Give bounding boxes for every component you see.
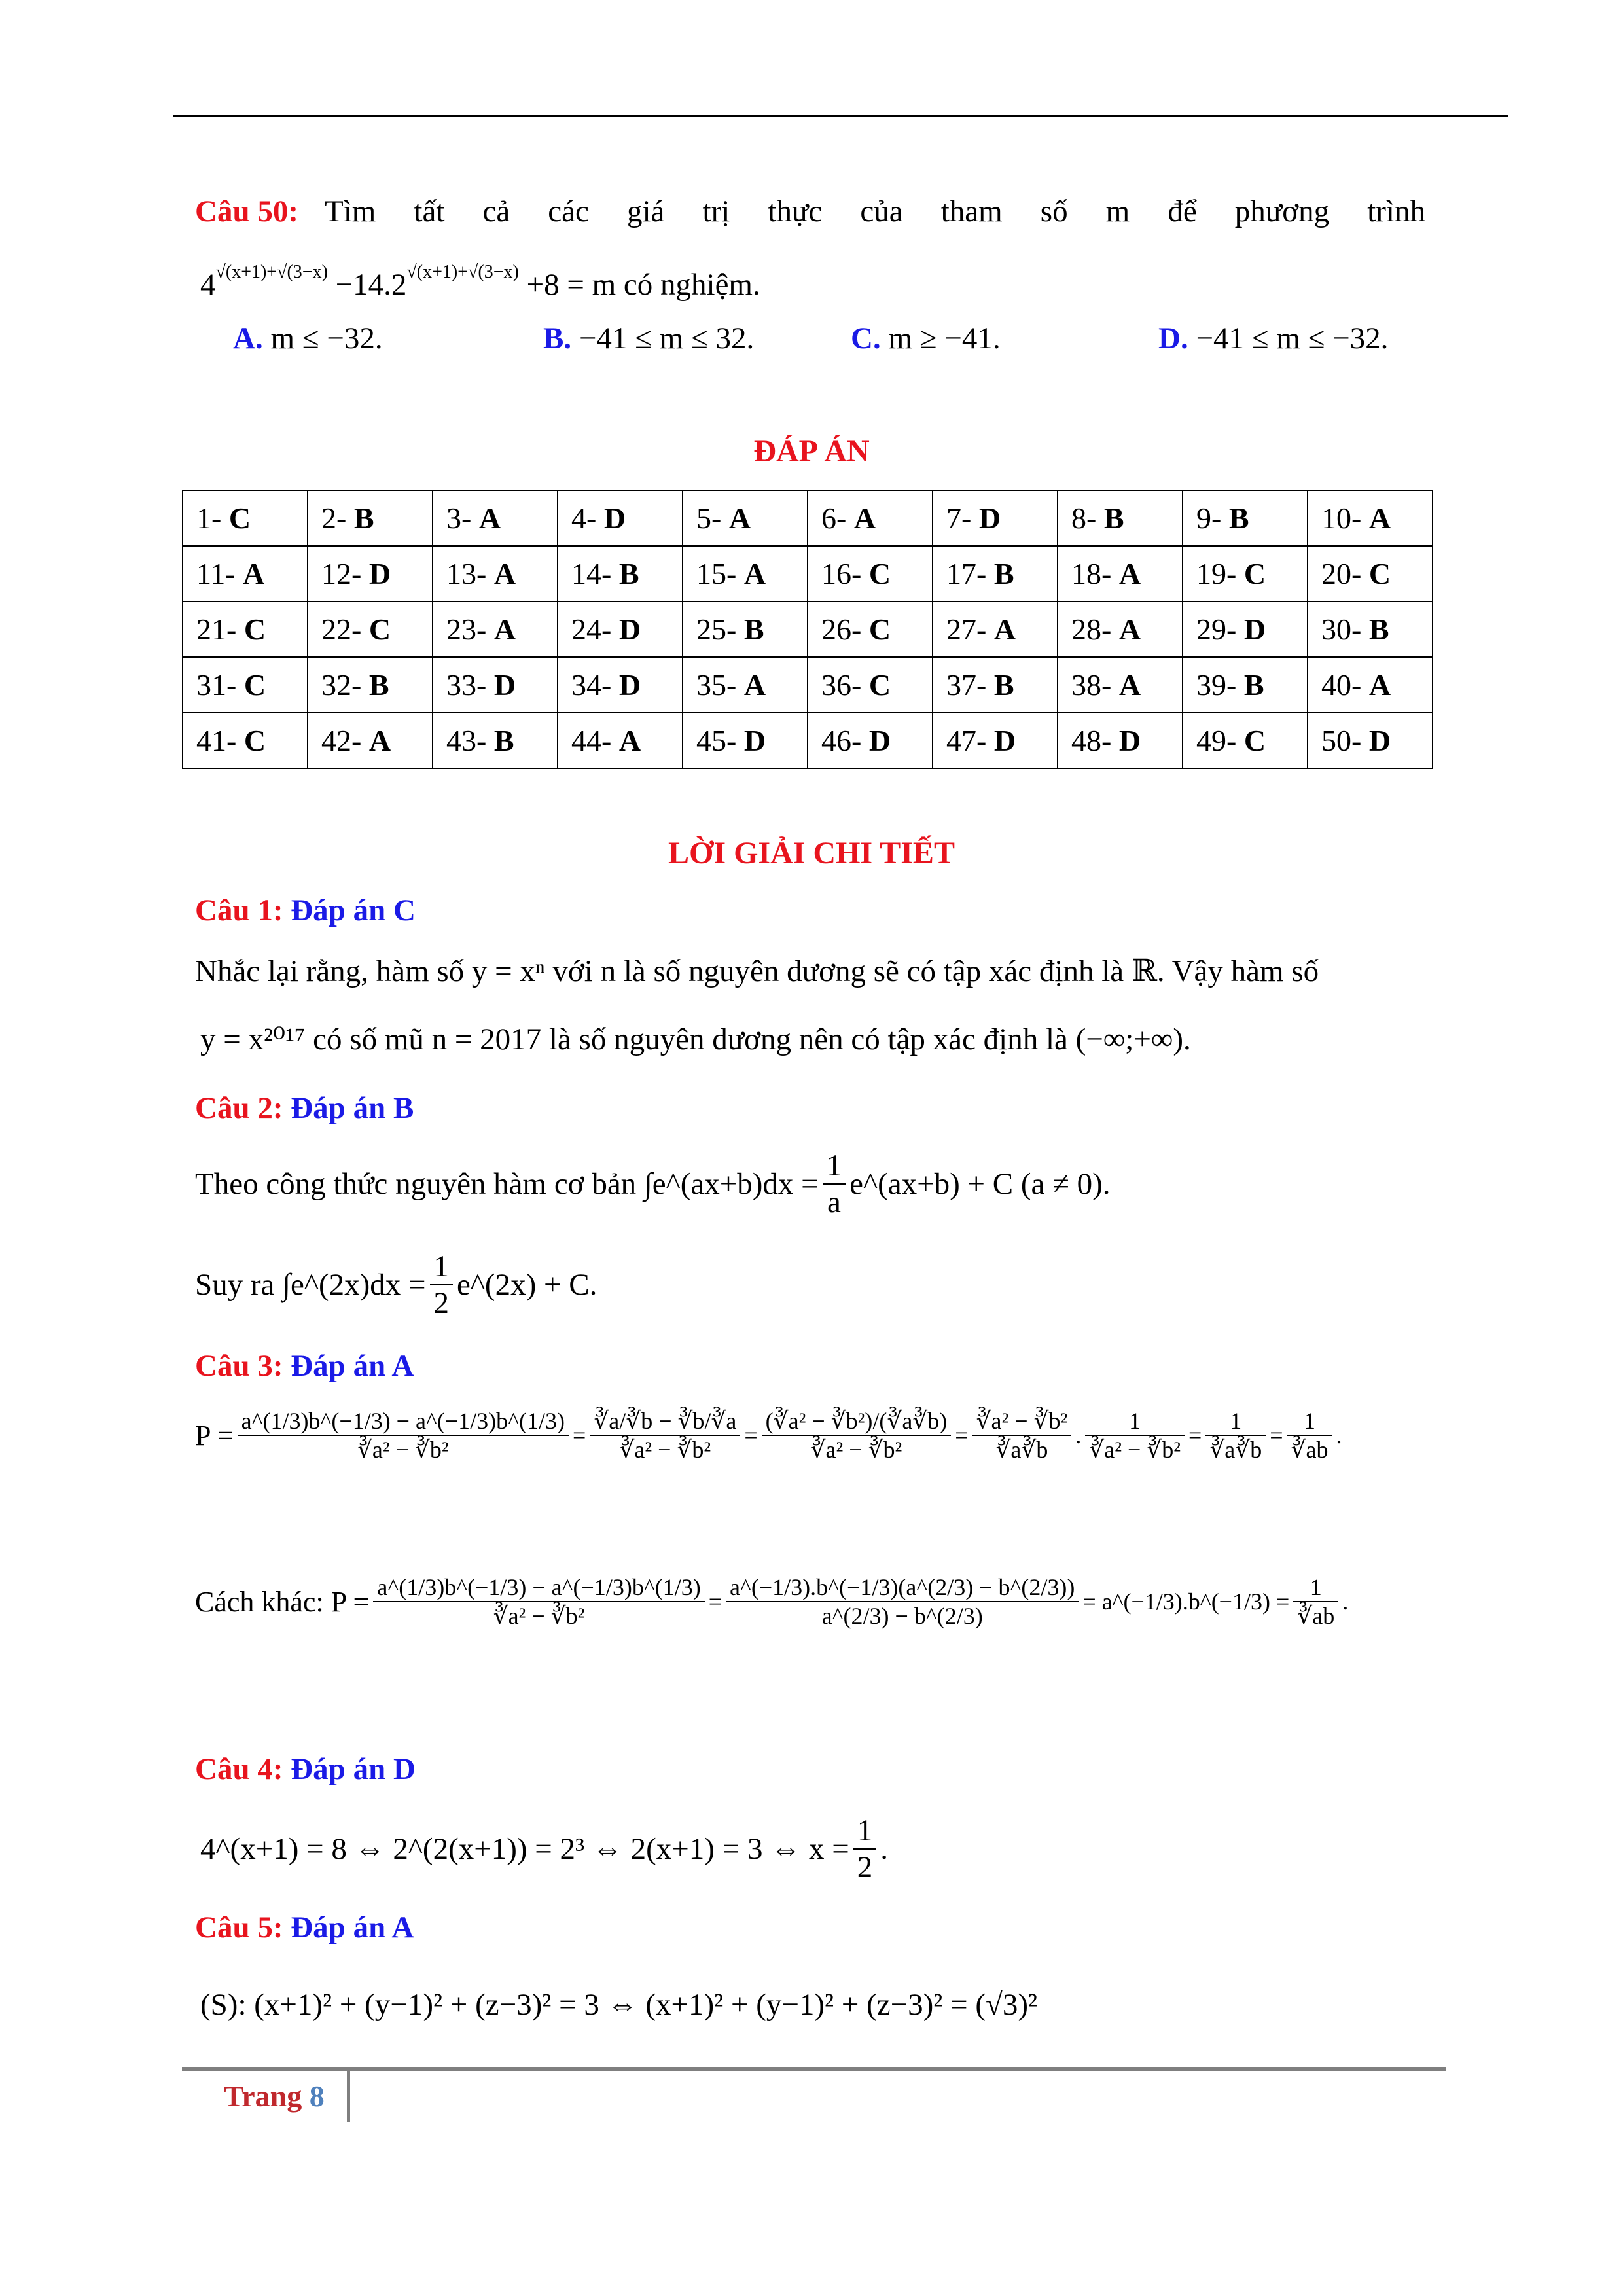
answer-number: 27- [946, 613, 987, 646]
answer-key: B [1368, 613, 1389, 646]
answer-cell [933, 546, 1058, 601]
answer-number: 1- [196, 501, 222, 535]
answer-key: A [1118, 557, 1141, 590]
answer-cell [683, 657, 808, 713]
s2-line1: Theo công thức nguyên hàm cơ bản ∫e^(ax+b)dx = $\frac{1}{a}$ e^(ax+b) + C (a ≠ 0). [195, 1149, 1111, 1219]
answers-title: ĐÁP ÁN [753, 434, 870, 469]
answer-key: D [868, 724, 891, 757]
answer-cell [183, 546, 308, 601]
answer-cell [1308, 546, 1433, 601]
answer-key: B [1103, 501, 1124, 535]
answer-key: C [1243, 724, 1266, 757]
answer-key: A [1368, 668, 1391, 702]
answer-key: D [493, 668, 516, 702]
answer-key: B [993, 557, 1014, 590]
answer-cell [1183, 657, 1308, 713]
answer-number: 41- [196, 724, 237, 757]
answer-key: A [493, 557, 516, 590]
answer-number: 3- [446, 501, 472, 535]
answer-key: B [743, 613, 764, 646]
answer-key: A [478, 501, 501, 535]
answer-key: A [993, 613, 1016, 646]
answer-cell [433, 601, 558, 657]
q50-option-d: D. −41 ≤ m ≤ −32. [1158, 321, 1389, 355]
answer-number: 13- [446, 557, 487, 590]
answer-key: D [368, 557, 391, 590]
answer-number: 34- [571, 668, 612, 702]
s4-heading: Câu 4: Đáp án D [195, 1752, 416, 1786]
answer-number: 7- [946, 501, 972, 535]
answer-number: 18- [1071, 557, 1112, 590]
answer-key: C [243, 668, 266, 702]
answer-row [183, 490, 1433, 546]
answer-key: A [1368, 501, 1391, 535]
answer-cell [1183, 601, 1308, 657]
answer-cell [308, 546, 433, 601]
q50-option-c: C. m ≥ −41. [851, 321, 1001, 355]
s1-line2: y = x²⁰¹⁷ có số mũ n = 2017 là số nguyên dương nên có tập xác định là (−∞;+∞). [200, 1022, 1191, 1056]
answer-number: 16- [821, 557, 862, 590]
answer-key: A [1118, 613, 1141, 646]
s4-equation: 4^(x+1) = 8 ⇔ 2^(2(x+1)) = 2³ ⇔ 2(x+1) = 3 ⇔ x = $\frac{1}{2}$ . [200, 1814, 888, 1884]
answer-cell [808, 490, 933, 546]
answer-key: A [243, 557, 265, 590]
s1-line1: Nhắc lại rằng, hàm số y = xⁿ với n là số nguyên dương sẽ có tập xác định là ℝ. Vậy hàm số [195, 954, 1319, 988]
s3-heading: Câu 3: Đáp án A [195, 1349, 414, 1383]
answer-key: A [743, 668, 766, 702]
answer-number: 21- [196, 613, 237, 646]
answer-key: C [868, 668, 891, 702]
answer-cell [808, 546, 933, 601]
answer-number: 30- [1321, 613, 1362, 646]
answer-number: 23- [446, 613, 487, 646]
answer-cell [933, 601, 1058, 657]
answer-cell [183, 490, 308, 546]
q50-equation: $4^{√(x+1)+√(3-x)} -14.2^{√(x+1)+√(3-x)} +8 = m$ có nghiệm. [200, 262, 760, 302]
answer-key: C [243, 613, 266, 646]
s3-main-equation: P = $\frac{a\^{}(1/3)b\^{}(-1/3) - a\^{}(-1/3)b\^{}(1/3)}{\text{∛a² − ∛b²}}$ = $\frac{∛a/∛b - ∛b/∛a}{\text{∛a² − ∛b²}}$ = $\frac{\text{(∛a² − ∛b²)/(∛a∛b)}}{\text{∛a² − ∛b²}}$ = $\frac{\text{∛a² − ∛b²}}{∛a∛b}$ . $\frac{1}{\text{∛a² − ∛b²}}$ = $\frac{1}{∛a∛b}$ = $\frac{1}{∛ab}$ . [195, 1408, 1342, 1463]
answer-key: B [353, 501, 374, 535]
answer-key: A [728, 501, 751, 535]
answer-key: C [868, 557, 891, 590]
fraction: $\frac{1}{2}$ [430, 1249, 454, 1321]
answer-key: D [603, 501, 626, 535]
answer-number: 14- [571, 557, 612, 590]
answer-key: C [1243, 557, 1266, 590]
answer-cell [558, 490, 683, 546]
footer-rule [182, 2067, 1446, 2071]
answer-cell [1183, 490, 1308, 546]
answer-cell [683, 546, 808, 601]
answer-number: 48- [1071, 724, 1112, 757]
answer-cell [1183, 713, 1308, 768]
answer-key: C [868, 613, 891, 646]
answer-key: D [618, 613, 641, 646]
answer-cell [1058, 657, 1183, 713]
q50-text: Tìm tất cả các giá trị thực của tham số m để phương trình [324, 194, 1425, 228]
answer-number: 17- [946, 557, 987, 590]
answer-number: 10- [1321, 501, 1362, 535]
answer-cell [933, 657, 1058, 713]
answer-number: 20- [1321, 557, 1362, 590]
answer-key: B [618, 557, 639, 590]
answer-cell [808, 713, 933, 768]
answer-cell [308, 490, 433, 546]
answer-number: 42- [321, 724, 362, 757]
answer-key: B [368, 668, 389, 702]
answer-key: A [853, 501, 876, 535]
answer-key: C [243, 724, 266, 757]
s5-heading: Câu 5: Đáp án A [195, 1910, 414, 1945]
answer-key: D [993, 724, 1016, 757]
answer-number: 37- [946, 668, 987, 702]
answer-key: D [1368, 724, 1391, 757]
answer-row [183, 657, 1433, 713]
answer-key: A [493, 613, 516, 646]
answer-number: 46- [821, 724, 862, 757]
answer-cell [308, 713, 433, 768]
answer-cell [433, 490, 558, 546]
answer-cell [433, 713, 558, 768]
answer-table [182, 490, 1433, 769]
answer-number: 50- [1321, 724, 1362, 757]
answer-number: 6- [821, 501, 847, 535]
answer-key: D [1118, 724, 1141, 757]
answer-number: 36- [821, 668, 862, 702]
answer-cell [1058, 601, 1183, 657]
answer-cell [1308, 657, 1433, 713]
answer-cell [683, 490, 808, 546]
answer-number: 45- [696, 724, 737, 757]
answer-number: 35- [696, 668, 737, 702]
page-footer: Trang 8 [224, 2079, 325, 2113]
answer-key: D [978, 501, 1001, 535]
s3-alt-equation: Cách khác: P = $\frac{a\^{}(1/3)b\^{}(-1/3) - a\^{}(-1/3)b\^{}(1/3)}{\text{∛a² − ∛b²}}$ = $\frac{a\^{}(-1/3).b\^{}(-1/3)(a\^{}(2/3) - b\^{}(2/3))}{a\^{}(2/3) - b\^{}(2/3)}$ = a^(−1/3).b^(−1/3) = $\frac{1}{∛ab}$ . [195, 1574, 1349, 1629]
s5-equation: (S): (x+1)² + (y−1)² + (z−3)² = 3 ⇔ (x+1)² + (y−1)² + (z−3)² = (√3)² [200, 1988, 1038, 2022]
answer-number: 15- [696, 557, 737, 590]
answer-cell [558, 713, 683, 768]
q50-option-a: A. m ≤ −32. [233, 321, 383, 355]
answer-number: 26- [821, 613, 862, 646]
answer-key: C [228, 501, 251, 535]
answer-cell [683, 713, 808, 768]
answer-number: 11- [196, 557, 236, 590]
answer-number: 33- [446, 668, 487, 702]
answer-cell [183, 601, 308, 657]
answer-cell [183, 657, 308, 713]
answer-number: 43- [446, 724, 487, 757]
answer-cell [558, 546, 683, 601]
answer-number: 29- [1196, 613, 1237, 646]
s2-heading: Câu 2: Đáp án B [195, 1091, 414, 1125]
answer-cell [933, 490, 1058, 546]
answer-key: A [618, 724, 641, 757]
answer-number: 2- [321, 501, 347, 535]
answer-number: 25- [696, 613, 737, 646]
q50-line [195, 194, 1425, 229]
answer-cell [1308, 713, 1433, 768]
answer-row [183, 546, 1433, 601]
answer-number: 9- [1196, 501, 1222, 535]
fraction: $\frac{1}{a}$ [823, 1148, 846, 1220]
answer-cell [1308, 490, 1433, 546]
answer-cell [1183, 546, 1308, 601]
answer-cell [808, 657, 933, 713]
answer-number: 32- [321, 668, 362, 702]
answer-cell [558, 657, 683, 713]
answer-cell [1058, 546, 1183, 601]
answer-number: 12- [321, 557, 362, 590]
q50-label: Câu 50: [195, 194, 298, 228]
answer-number: 22- [321, 613, 362, 646]
q50-option-b: B. −41 ≤ m ≤ 32. [543, 321, 755, 355]
answer-row [183, 601, 1433, 657]
answer-number: 44- [571, 724, 612, 757]
answer-key: A [1118, 668, 1141, 702]
answer-cell [1058, 490, 1183, 546]
answer-key: D [743, 724, 766, 757]
s2-line2: Suy ra ∫e^(2x)dx = $\frac{1}{2}$ e^(2x) + C. [195, 1249, 597, 1320]
answer-number: 47- [946, 724, 987, 757]
answer-key: B [493, 724, 514, 757]
answer-number: 49- [1196, 724, 1237, 757]
answer-key: D [618, 668, 641, 702]
answer-cell [308, 657, 433, 713]
answer-cell [433, 657, 558, 713]
s1-heading: Câu 1: Đáp án C [195, 893, 416, 927]
answer-number: 24- [571, 613, 612, 646]
answer-number: 40- [1321, 668, 1362, 702]
answer-cell [558, 601, 683, 657]
answer-key: A [368, 724, 391, 757]
answer-number: 38- [1071, 668, 1112, 702]
answer-key: A [743, 557, 766, 590]
answer-cell [933, 713, 1058, 768]
answer-key: C [368, 613, 391, 646]
answer-number: 31- [196, 668, 237, 702]
answer-cell [683, 601, 808, 657]
answer-cell [1308, 601, 1433, 657]
answer-key: B [1228, 501, 1249, 535]
answer-cell [433, 546, 558, 601]
answer-number: 4- [571, 501, 597, 535]
answer-cell [308, 601, 433, 657]
header-rule [173, 115, 1508, 117]
answer-number: 28- [1071, 613, 1112, 646]
answer-cell [1058, 713, 1183, 768]
answer-key: B [1243, 668, 1264, 702]
answer-cell [183, 713, 308, 768]
solutions-title: LỜI GIẢI CHI TIẾT [668, 836, 955, 870]
answer-key: D [1243, 613, 1266, 646]
answer-number: 19- [1196, 557, 1237, 590]
page-number: 8 [309, 2079, 325, 2113]
answer-number: 5- [696, 501, 722, 535]
answer-key: B [993, 668, 1014, 702]
answer-number: 8- [1071, 501, 1097, 535]
answer-cell [808, 601, 933, 657]
answer-number: 39- [1196, 668, 1237, 702]
answer-key: C [1368, 557, 1391, 590]
footer-divider [347, 2071, 350, 2122]
answer-row [183, 713, 1433, 768]
